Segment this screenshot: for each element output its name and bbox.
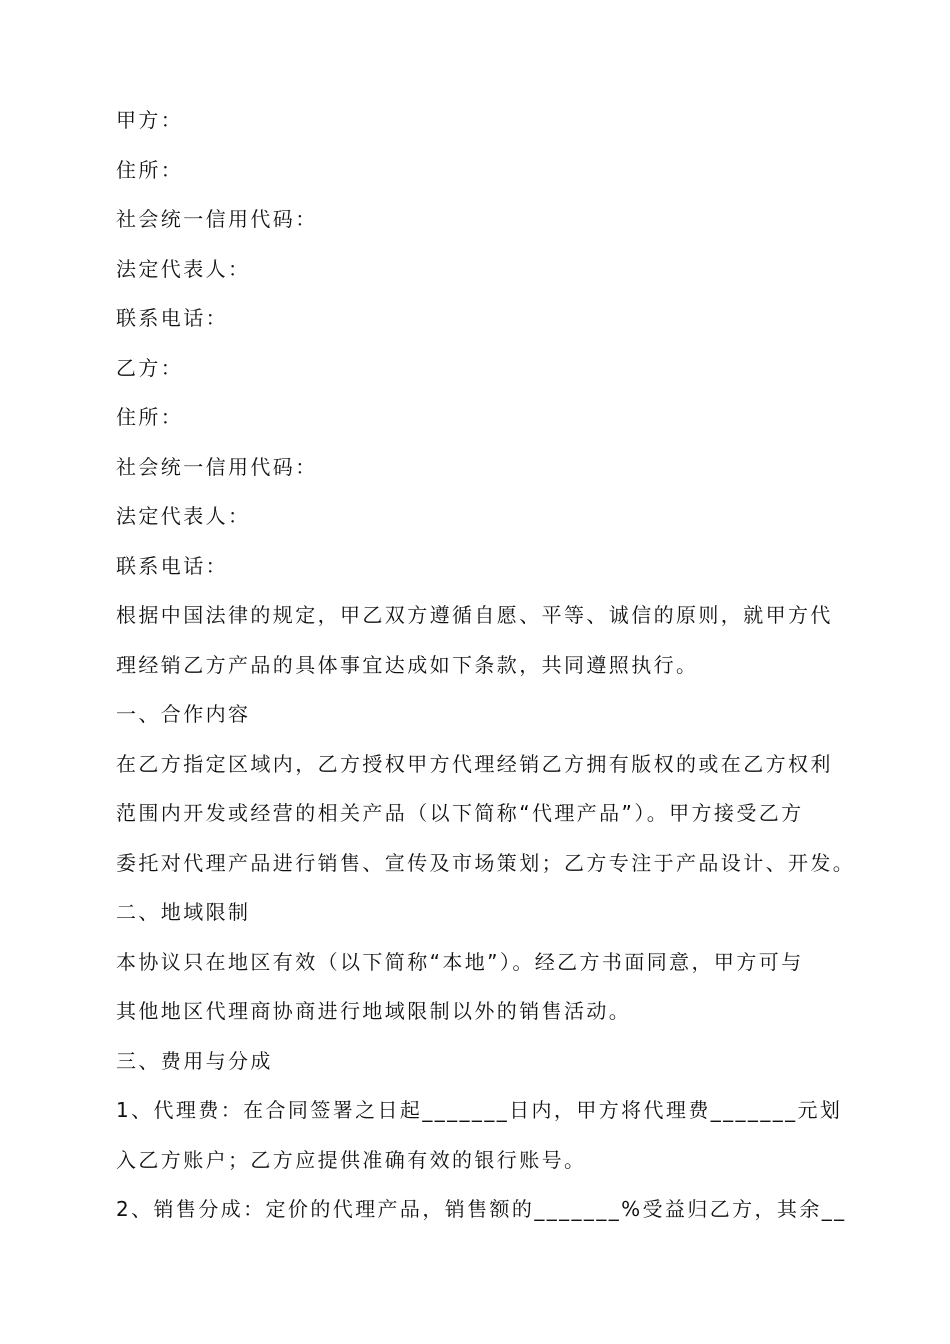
party-a-address: 住所： <box>116 157 184 182</box>
party-b-legal-representative: 法定代表人： <box>116 504 251 528</box>
party-b-credit-code: 社会统一信用代码： <box>116 454 318 479</box>
section-3-heading: 三、费用与分成 <box>116 1048 273 1073</box>
section-1-line-1: 在乙方指定区域内，乙方授权甲方代理经销乙方拥有版权的或在乙方权利 <box>116 751 833 776</box>
section-2-line-2: 其他地区代理商协商进行地域限制以外的销售活动。 <box>116 999 632 1023</box>
party-a-label: 甲方： <box>116 108 184 132</box>
party-b-label: 乙方： <box>116 355 184 380</box>
clause-agency-fee-line-1: 1、代理费：在合同签署之日起_______日内，甲方将代理费_______元划 <box>116 1098 843 1122</box>
section-2-heading: 二、地域限制 <box>116 900 251 924</box>
party-a-legal-representative: 法定代表人： <box>116 256 251 281</box>
clause-agency-fee-line-2: 入乙方账户；乙方应提供准确有效的银行账号。 <box>116 1147 587 1172</box>
section-2-line-1: 本协议只在地区有效（以下简称“本地”）。经乙方书面同意，甲方可与 <box>116 949 804 974</box>
section-1-line-3: 委托对代理产品进行销售、宣传及市场策划；乙方专注于产品设计、开发。 <box>116 850 856 875</box>
party-b-address: 住所： <box>116 405 184 429</box>
section-1-heading: 一、合作内容 <box>116 702 251 726</box>
party-b-phone: 联系电话： <box>116 553 228 578</box>
document-body <box>116 96 856 1235</box>
clause-sales-share-line-1: 2、销售分成：定价的代理产品，销售额的_______%受益归乙方，其余__ <box>116 1197 847 1221</box>
party-a-phone: 联系电话： <box>116 306 228 330</box>
preamble-line-1: 根据中国法律的规定，甲乙双方遵循自愿、平等、诚信的原则，就甲方代 <box>116 603 833 627</box>
preamble-line-2: 理经销乙方产品的具体事宜达成如下条款，共同遵照执行。 <box>116 652 699 677</box>
section-1-line-2: 范围内开发或经营的相关产品（以下简称“代理产品”）。甲方接受乙方 <box>116 801 804 825</box>
party-a-credit-code: 社会统一信用代码： <box>116 207 318 231</box>
